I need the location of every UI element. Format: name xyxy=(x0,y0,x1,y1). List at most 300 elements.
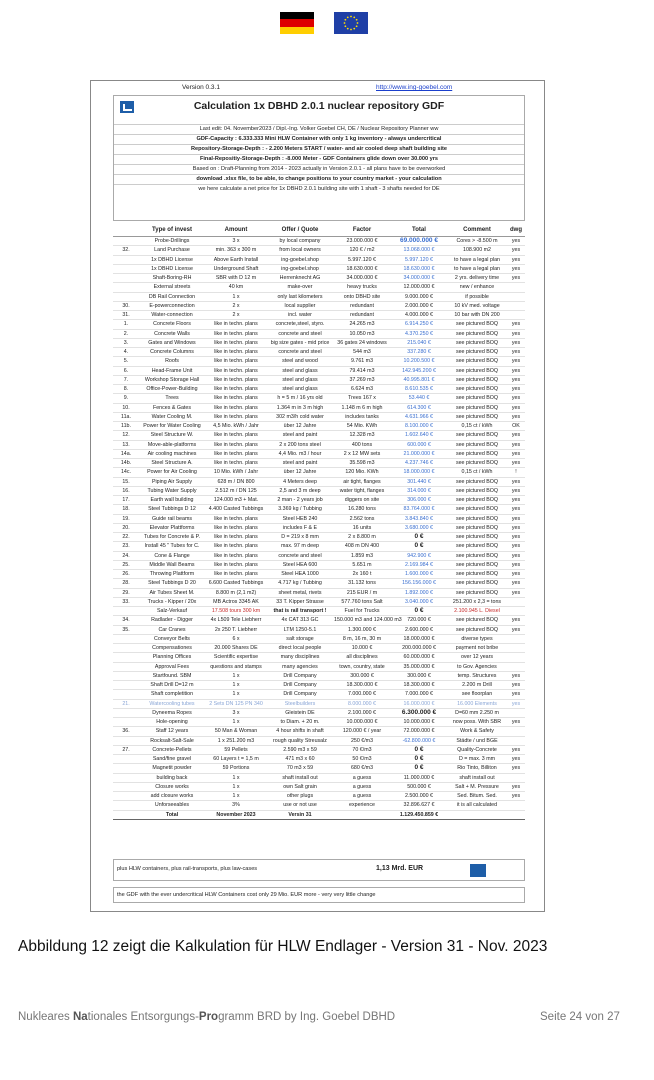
table-cell: yes xyxy=(507,588,525,597)
table-cell: 18.300.000 € xyxy=(391,681,447,690)
table-cell: 5.651 m xyxy=(333,560,391,569)
table-cell: 16.000.000 € xyxy=(391,699,447,708)
table-cell: 4x L509 Tele Liebherr xyxy=(205,616,267,625)
table-cell: steel and glass xyxy=(267,385,333,394)
table-cell: 18.000.000 € xyxy=(391,468,447,477)
table-cell: like in techn. plans xyxy=(205,533,267,542)
table-cell: Roofs xyxy=(139,357,205,366)
table-cell: 4x CAT 313 GC xyxy=(267,616,333,625)
table-cell: other plugs xyxy=(267,792,333,801)
eu-star-icon xyxy=(356,25,358,27)
eu-star-icon xyxy=(356,19,358,21)
table-cell: D = 219 x 8 mm xyxy=(267,533,333,542)
table-cell: 10.200.500 € xyxy=(391,357,447,366)
table-cell: 59 Pellets xyxy=(205,745,267,754)
table-cell: 35.598 m3 xyxy=(333,459,391,468)
table-cell: Concrete Columns xyxy=(139,348,205,357)
table-cell: 471 m3 x 60 xyxy=(267,755,333,764)
table-cell: temp. Structures xyxy=(447,671,507,680)
table-cell: Concrete-Pellets xyxy=(139,745,205,754)
table-cell: 1 x xyxy=(205,718,267,727)
table-cell: yes xyxy=(507,496,525,505)
table-row xyxy=(113,523,525,532)
table-cell: 1 x xyxy=(205,773,267,782)
table-cell xyxy=(113,653,139,662)
company-logo-icon xyxy=(470,864,486,877)
table-row xyxy=(113,431,525,440)
table-cell: ing-goebel.shop xyxy=(267,255,333,264)
cost-table xyxy=(113,224,525,820)
table-cell: 20.000 Shares DE xyxy=(205,644,267,653)
table-cell xyxy=(507,597,525,606)
table-cell: 2 man - 2 years job xyxy=(267,496,333,505)
table-cell: 124.000 m3 + Mat. xyxy=(205,496,267,505)
table-row xyxy=(113,357,525,366)
website-link[interactable]: http://www.ing-goebel.com xyxy=(376,84,453,91)
table-cell: 16 units xyxy=(333,523,391,532)
table-cell xyxy=(507,292,525,301)
table-cell: 1.300.000 € xyxy=(333,625,391,634)
table-cell: Gleistein DE xyxy=(267,708,333,717)
table-cell: like in techn. plans xyxy=(205,357,267,366)
table-cell: 0 € xyxy=(391,745,447,754)
table-cell: Watercooling tubes xyxy=(139,699,205,708)
table-row xyxy=(113,486,525,495)
table-cell: 150.000 m3 and 124.000 m3 xyxy=(334,617,402,624)
table-cell: 500.000 € xyxy=(391,782,447,791)
table-cell: Air Tubes Sheet M. xyxy=(139,588,205,597)
table-cell: 1 x xyxy=(205,782,267,791)
table-total-row xyxy=(113,810,525,819)
table-cell: 108.900 m2 xyxy=(447,246,507,255)
table-cell: yes xyxy=(507,440,525,449)
table-cell: Middle Wall Beams xyxy=(139,560,205,569)
figure-caption: Abbildung 12 zeigt die Kalkulation für HLW Endlager - Version 31 - Nov. 2023 xyxy=(18,938,548,955)
table-cell: Steel HEA 600 xyxy=(267,560,333,569)
table-cell: 7.000.000 € xyxy=(333,690,391,699)
table-cell: Water-connection xyxy=(139,311,205,320)
table-cell: Office-Power-Building xyxy=(139,385,205,394)
table-row xyxy=(113,533,525,542)
table-cell: max. 97 m deep xyxy=(267,542,333,551)
table-cell: like in techn. plans xyxy=(205,449,267,458)
table-cell: 34. xyxy=(113,616,139,625)
table-cell: 3. xyxy=(113,338,139,347)
table-cell: Unforseeables xyxy=(139,801,205,810)
table-cell: Shaft Drill D=12 m xyxy=(139,681,205,690)
table-cell: like in techn. plans xyxy=(205,366,267,375)
table-cell: yes xyxy=(507,542,525,551)
table-cell: to Gov. Agencies xyxy=(447,662,507,671)
table-cell xyxy=(113,782,139,791)
table-cell: yes xyxy=(507,357,525,366)
table-cell: 15. xyxy=(113,477,139,486)
table-row xyxy=(113,320,525,329)
table-cell: see pictured BOQ xyxy=(447,579,507,588)
table-cell: 720.000 € xyxy=(391,616,447,625)
table-cell: 2.100.000 € xyxy=(333,708,391,717)
header-line: Last edit: 04. November2023 / Dipl.-Ing. Volker Goebel CH, DE / Nuclear Repository Planner ww xyxy=(114,124,524,134)
table-cell: Cone & Flange xyxy=(139,551,205,560)
table-cell: like in techn. plans xyxy=(205,523,267,532)
table-cell: many disciplines xyxy=(267,653,333,662)
table-cell: Workshop Storage Hall xyxy=(139,375,205,384)
table-cell: 70 m3 x 59 xyxy=(267,764,333,773)
table-cell: 251.200 x 2,3 = tons xyxy=(447,597,507,606)
table-cell: diggers on site xyxy=(333,496,391,505)
table-cell: 26. xyxy=(113,570,139,579)
table-cell: 10 kV med. voltage xyxy=(447,301,507,310)
table-cell: yes xyxy=(507,459,525,468)
table-cell: OK xyxy=(507,422,525,431)
table-cell: 31. xyxy=(113,311,139,320)
table-cell: Concrete Floors xyxy=(139,320,205,329)
table-cell: 34.000.000 € xyxy=(333,274,391,283)
table-cell: 1x DBHD License xyxy=(139,264,205,273)
table-cell: 14a. xyxy=(113,449,139,458)
table-cell: Herrenknecht AG xyxy=(267,274,333,283)
table-cell: 72.000.000 € xyxy=(391,727,447,736)
table-cell: 120 € / m2 xyxy=(333,246,391,255)
table-cell: Startfound. SBM xyxy=(139,671,205,680)
table-cell: 4.717 kg / Tubbing xyxy=(267,579,333,588)
table-cell: Dyneema Ropes xyxy=(139,708,205,717)
table-cell: 1 x xyxy=(205,690,267,699)
table-cell xyxy=(113,810,139,819)
table-cell: shaft install out xyxy=(267,773,333,782)
header-line: we here calculate a net price for 1x DBHD 2.0.1 building site with 1 shaft - 3 shafts needed for DE xyxy=(114,184,524,194)
table-cell: 4.400 Casted Tubbings xyxy=(205,505,267,514)
table-cell: see pictured BOQ xyxy=(447,394,507,403)
table-cell: yes xyxy=(507,755,525,764)
table-cell: Install 45 " Tubes for C. xyxy=(139,542,205,551)
table-cell: 2 Sets DN 125 PN 340 xyxy=(205,699,267,708)
table-cell: 24.265 m3 xyxy=(333,320,391,329)
table-row xyxy=(113,264,525,273)
table-cell: yes xyxy=(507,477,525,486)
table-cell: DB Rail Connection xyxy=(139,292,205,301)
table-cell: salt storage xyxy=(267,634,333,643)
table-cell: 3.369 kg / Tubbing xyxy=(267,505,333,514)
table-cell: Fences & Gates xyxy=(139,403,205,412)
table-cell: 6.914.250 € xyxy=(391,320,447,329)
table-cell: 0 € xyxy=(391,755,447,764)
table-cell: like in techn. plans xyxy=(205,551,267,560)
table-cell: that is rail transport ! xyxy=(267,607,333,616)
eu-star-icon xyxy=(347,16,349,18)
eu-flag-icon xyxy=(334,12,368,34)
table-cell: 1. xyxy=(113,320,139,329)
table-cell: Total xyxy=(391,224,447,237)
table-cell: Compensationes xyxy=(139,644,205,653)
table-cell: 5.997.120 € xyxy=(391,255,447,264)
table-cell: 6. xyxy=(113,366,139,375)
table-cell: 0 € xyxy=(391,533,447,542)
table-cell: to Diam. + 20 m. xyxy=(267,718,333,727)
table-cell: if possible xyxy=(447,292,507,301)
table-cell: town, country, state xyxy=(333,662,391,671)
table-cell: see pictured BOQ xyxy=(447,496,507,505)
table-cell: 120.000 € / year xyxy=(333,727,391,736)
table-cell: 83.764.000 € xyxy=(391,505,447,514)
table-cell: steel and paint xyxy=(267,459,333,468)
table-cell: 18. xyxy=(113,505,139,514)
table-cell: Type of invest xyxy=(139,224,205,237)
table-cell: Air cooling machines xyxy=(139,449,205,458)
table-cell: 0 € xyxy=(391,764,447,773)
table-cell: 2,5 and 3 m deep xyxy=(267,486,333,495)
table-cell: Rocksalt-Salt-Sale xyxy=(139,736,205,745)
table-cell xyxy=(507,653,525,662)
table-cell: 120 Mio. KWh xyxy=(333,468,391,477)
table-cell xyxy=(507,736,525,745)
table-cell: Move-able-platforms xyxy=(139,440,205,449)
table-row xyxy=(113,505,525,514)
table-cell: see pictured BOQ xyxy=(447,514,507,523)
eu-star-icon xyxy=(353,28,355,30)
table-cell: questions and stamps xyxy=(205,662,267,671)
table-cell: see pictured BOQ xyxy=(447,560,507,569)
table-cell: 19. xyxy=(113,514,139,523)
table-cell: see pictured BOQ xyxy=(447,533,507,542)
table-cell: yes xyxy=(507,560,525,569)
header-line: Based on : Draft-Planning from 2014 - 2023 actually in Version 2.0.1 - all plans have to be overworked xyxy=(114,164,524,174)
table-cell: 302 m3/h cold water xyxy=(267,412,333,421)
table-header-row xyxy=(113,224,525,237)
table-row xyxy=(113,727,525,736)
table-cell: 2x 250 T. Liebherr xyxy=(205,625,267,634)
table-cell: like in techn. plans xyxy=(205,385,267,394)
table-cell: 3 x xyxy=(205,708,267,717)
table-cell: 7.000.000 € xyxy=(391,690,447,699)
table-cell: yes xyxy=(507,329,525,338)
table-cell xyxy=(113,283,139,292)
table-cell: see pictured BOQ xyxy=(447,320,507,329)
table-cell: Drill Company xyxy=(267,671,333,680)
table-cell: Trees xyxy=(139,394,205,403)
table-cell: see pictured BOQ xyxy=(447,505,507,514)
table-cell: Versin 31 xyxy=(267,810,333,819)
table-cell: 0 € xyxy=(391,542,447,551)
table-row xyxy=(113,412,525,421)
table-cell: yes xyxy=(507,782,525,791)
table-cell: 2.000.000 € xyxy=(391,301,447,310)
table-cell: Approval Fees xyxy=(139,662,205,671)
table-cell: yes xyxy=(507,671,525,680)
table-cell: Steel HEA 1000 xyxy=(267,570,333,579)
table-row xyxy=(113,718,525,727)
summary-box xyxy=(113,859,525,881)
table-cell: see pictured BOQ xyxy=(447,348,507,357)
table-cell: yes xyxy=(507,264,525,273)
table-row xyxy=(113,449,525,458)
table-cell: like in techn. plans xyxy=(205,431,267,440)
table-cell: 628 m / DN 800 xyxy=(205,477,267,486)
table-cell: Radlader - Digger xyxy=(139,616,205,625)
table-cell xyxy=(507,708,525,717)
table-cell: 314.000 € xyxy=(391,486,447,495)
table-cell xyxy=(507,607,525,616)
table-cell: 2.200 m Drill xyxy=(447,681,507,690)
table-cell: Drill Company xyxy=(267,681,333,690)
table-cell: see pictured BOQ xyxy=(447,338,507,347)
table-cell: see pictured BOQ xyxy=(447,542,507,551)
table-cell: 7. xyxy=(113,375,139,384)
table-cell: 8.610.535 € xyxy=(391,385,447,394)
table-cell xyxy=(113,792,139,801)
table-cell: 2 x 12 MW sets xyxy=(333,449,391,458)
table-cell: 4. xyxy=(113,348,139,357)
table-cell: see pictured BOQ xyxy=(447,403,507,412)
table-cell xyxy=(507,283,525,292)
table-cell: Head-Frame Unit xyxy=(139,366,205,375)
table-row xyxy=(113,607,525,616)
table-cell xyxy=(507,662,525,671)
table-cell: concrete,steel, styro. xyxy=(267,320,333,329)
table-row xyxy=(113,440,525,449)
table-cell: 5. xyxy=(113,357,139,366)
table-cell: 0,15 ct / kWh xyxy=(447,422,507,431)
table-cell: yes xyxy=(507,449,525,458)
table-row xyxy=(113,338,525,347)
table-cell: 5.997.120 € xyxy=(333,255,391,264)
table-cell: 2.500.000 € xyxy=(391,792,447,801)
table-row xyxy=(113,764,525,773)
table-cell: concrete and steel xyxy=(267,348,333,357)
table-row xyxy=(113,773,525,782)
table-row xyxy=(113,560,525,569)
table-cell: yes xyxy=(507,505,525,514)
table-cell: see pictured BOQ xyxy=(447,440,507,449)
summary-footnote: the GDF with the ever undercritical HLW Containers cost only 29 Mio. EUR more - very very little change xyxy=(113,887,525,903)
table-cell: 3.680.000 € xyxy=(391,523,447,532)
table-row xyxy=(113,237,525,246)
table-cell xyxy=(113,764,139,773)
table-cell: air tight, flanges xyxy=(333,477,391,486)
table-row xyxy=(113,514,525,523)
table-cell: 1.129.450.859 € xyxy=(391,810,447,819)
table-cell: 79.414 m3 xyxy=(333,366,391,375)
table-cell: 3.843.840 € xyxy=(391,514,447,523)
table-cell: incl. water xyxy=(267,311,333,320)
table-cell: 54 Mio. KWh xyxy=(333,422,391,431)
table-cell xyxy=(113,644,139,653)
table-cell: 1.892.000 € xyxy=(391,588,447,597)
table-cell: 1 x xyxy=(205,792,267,801)
table-cell: Comment xyxy=(447,224,507,237)
table-cell xyxy=(113,755,139,764)
table-cell xyxy=(113,237,139,246)
table-cell: concrete and steel xyxy=(267,551,333,560)
table-cell: Closure works xyxy=(139,782,205,791)
table-cell: 36. xyxy=(113,727,139,736)
table-cell: Work & Safety xyxy=(447,727,507,736)
table-cell: Shaft-Boring-RH xyxy=(139,274,205,283)
table-cell: 35.000.000 € xyxy=(391,662,447,671)
summary-note: plus HLW containers, plus rail-transports, plus law-cases xyxy=(117,866,258,872)
table-cell: over 12 years xyxy=(447,653,507,662)
table-row xyxy=(113,375,525,384)
table-row xyxy=(113,496,525,505)
table-cell: 35. xyxy=(113,625,139,634)
table-cell: 17.508 tours 300 km xyxy=(205,607,267,616)
table-cell xyxy=(113,264,139,273)
table-cell: 2.562 tons xyxy=(333,514,391,523)
table-cell: 8.000.000 € xyxy=(333,699,391,708)
table-row xyxy=(113,385,525,394)
table-cell: like in techn. plans xyxy=(205,338,267,347)
table-cell: 27. xyxy=(113,745,139,754)
table-cell: Factor xyxy=(333,224,391,237)
table-cell: redundant xyxy=(333,301,391,310)
table-cell: yes xyxy=(507,718,525,727)
table-row xyxy=(113,542,525,551)
table-cell: Steelbuilders xyxy=(267,699,333,708)
table-cell: External streets xyxy=(139,283,205,292)
table-cell: 30. xyxy=(113,301,139,310)
table-cell: yes xyxy=(507,551,525,560)
table-cell: 70 €/m3 xyxy=(333,745,391,754)
table-cell: 142.945.200 € xyxy=(391,366,447,375)
table-row xyxy=(113,292,525,301)
table-cell: 2.100.945 L. Diesel xyxy=(447,607,507,616)
version-label: Version 0.3.1 xyxy=(182,84,220,91)
table-cell: direct local people xyxy=(267,644,333,653)
table-cell: see pictured BOQ xyxy=(447,588,507,597)
table-cell: 1.364 m in 3 m high xyxy=(267,403,333,412)
table-cell: 50 €/m3 xyxy=(333,755,391,764)
table-row xyxy=(113,477,525,486)
table-row xyxy=(113,792,525,801)
table-cell: Piping Air Supply xyxy=(139,477,205,486)
table-cell: rough quality Streusalz xyxy=(267,736,333,745)
table-cell: see pictured BOQ xyxy=(447,570,507,579)
table-cell: yes xyxy=(507,274,525,283)
table-cell xyxy=(507,801,525,810)
table-cell: 10.050 m3 xyxy=(333,329,391,338)
table-cell: see pictured BOQ xyxy=(447,449,507,458)
table-cell: yes xyxy=(507,616,525,625)
table-cell: Elevator Plattforms xyxy=(139,523,205,532)
table-cell: 4 Meters deep xyxy=(267,477,333,486)
table-cell: 8 m, 16 m, 30 m xyxy=(333,634,391,643)
table-cell xyxy=(507,644,525,653)
table-cell: 0,15 ct / kWh xyxy=(447,468,507,477)
table-cell: 300.000 € xyxy=(333,671,391,680)
table-cell: yes xyxy=(507,690,525,699)
table-cell: MB Actros 3345 AK xyxy=(205,597,267,606)
eu-star-icon xyxy=(350,16,352,18)
table-cell xyxy=(113,773,139,782)
table-cell: 14b. xyxy=(113,459,139,468)
table-cell: steel and glass xyxy=(267,366,333,375)
table-row xyxy=(113,255,525,264)
table-row xyxy=(113,403,525,412)
table-cell: 250 €/m3 xyxy=(333,736,391,745)
table-cell: Offer / Quote xyxy=(267,224,333,237)
table-cell: SBR with D 12 m xyxy=(205,274,267,283)
table-cell: 40 km xyxy=(205,283,267,292)
table-cell xyxy=(113,634,139,643)
table-cell: 942.900 € xyxy=(391,551,447,560)
table-cell: 13. xyxy=(113,440,139,449)
table-cell: 9.761 m3 xyxy=(333,357,391,366)
table-cell: see pictured BOQ xyxy=(447,616,507,625)
table-cell: 1.148 m 6 m high xyxy=(333,403,391,412)
table-cell: 32.896.627 € xyxy=(391,801,447,810)
table-cell: 2 yrs. delivery time xyxy=(447,274,507,283)
table-cell: includes tanks xyxy=(333,412,391,421)
